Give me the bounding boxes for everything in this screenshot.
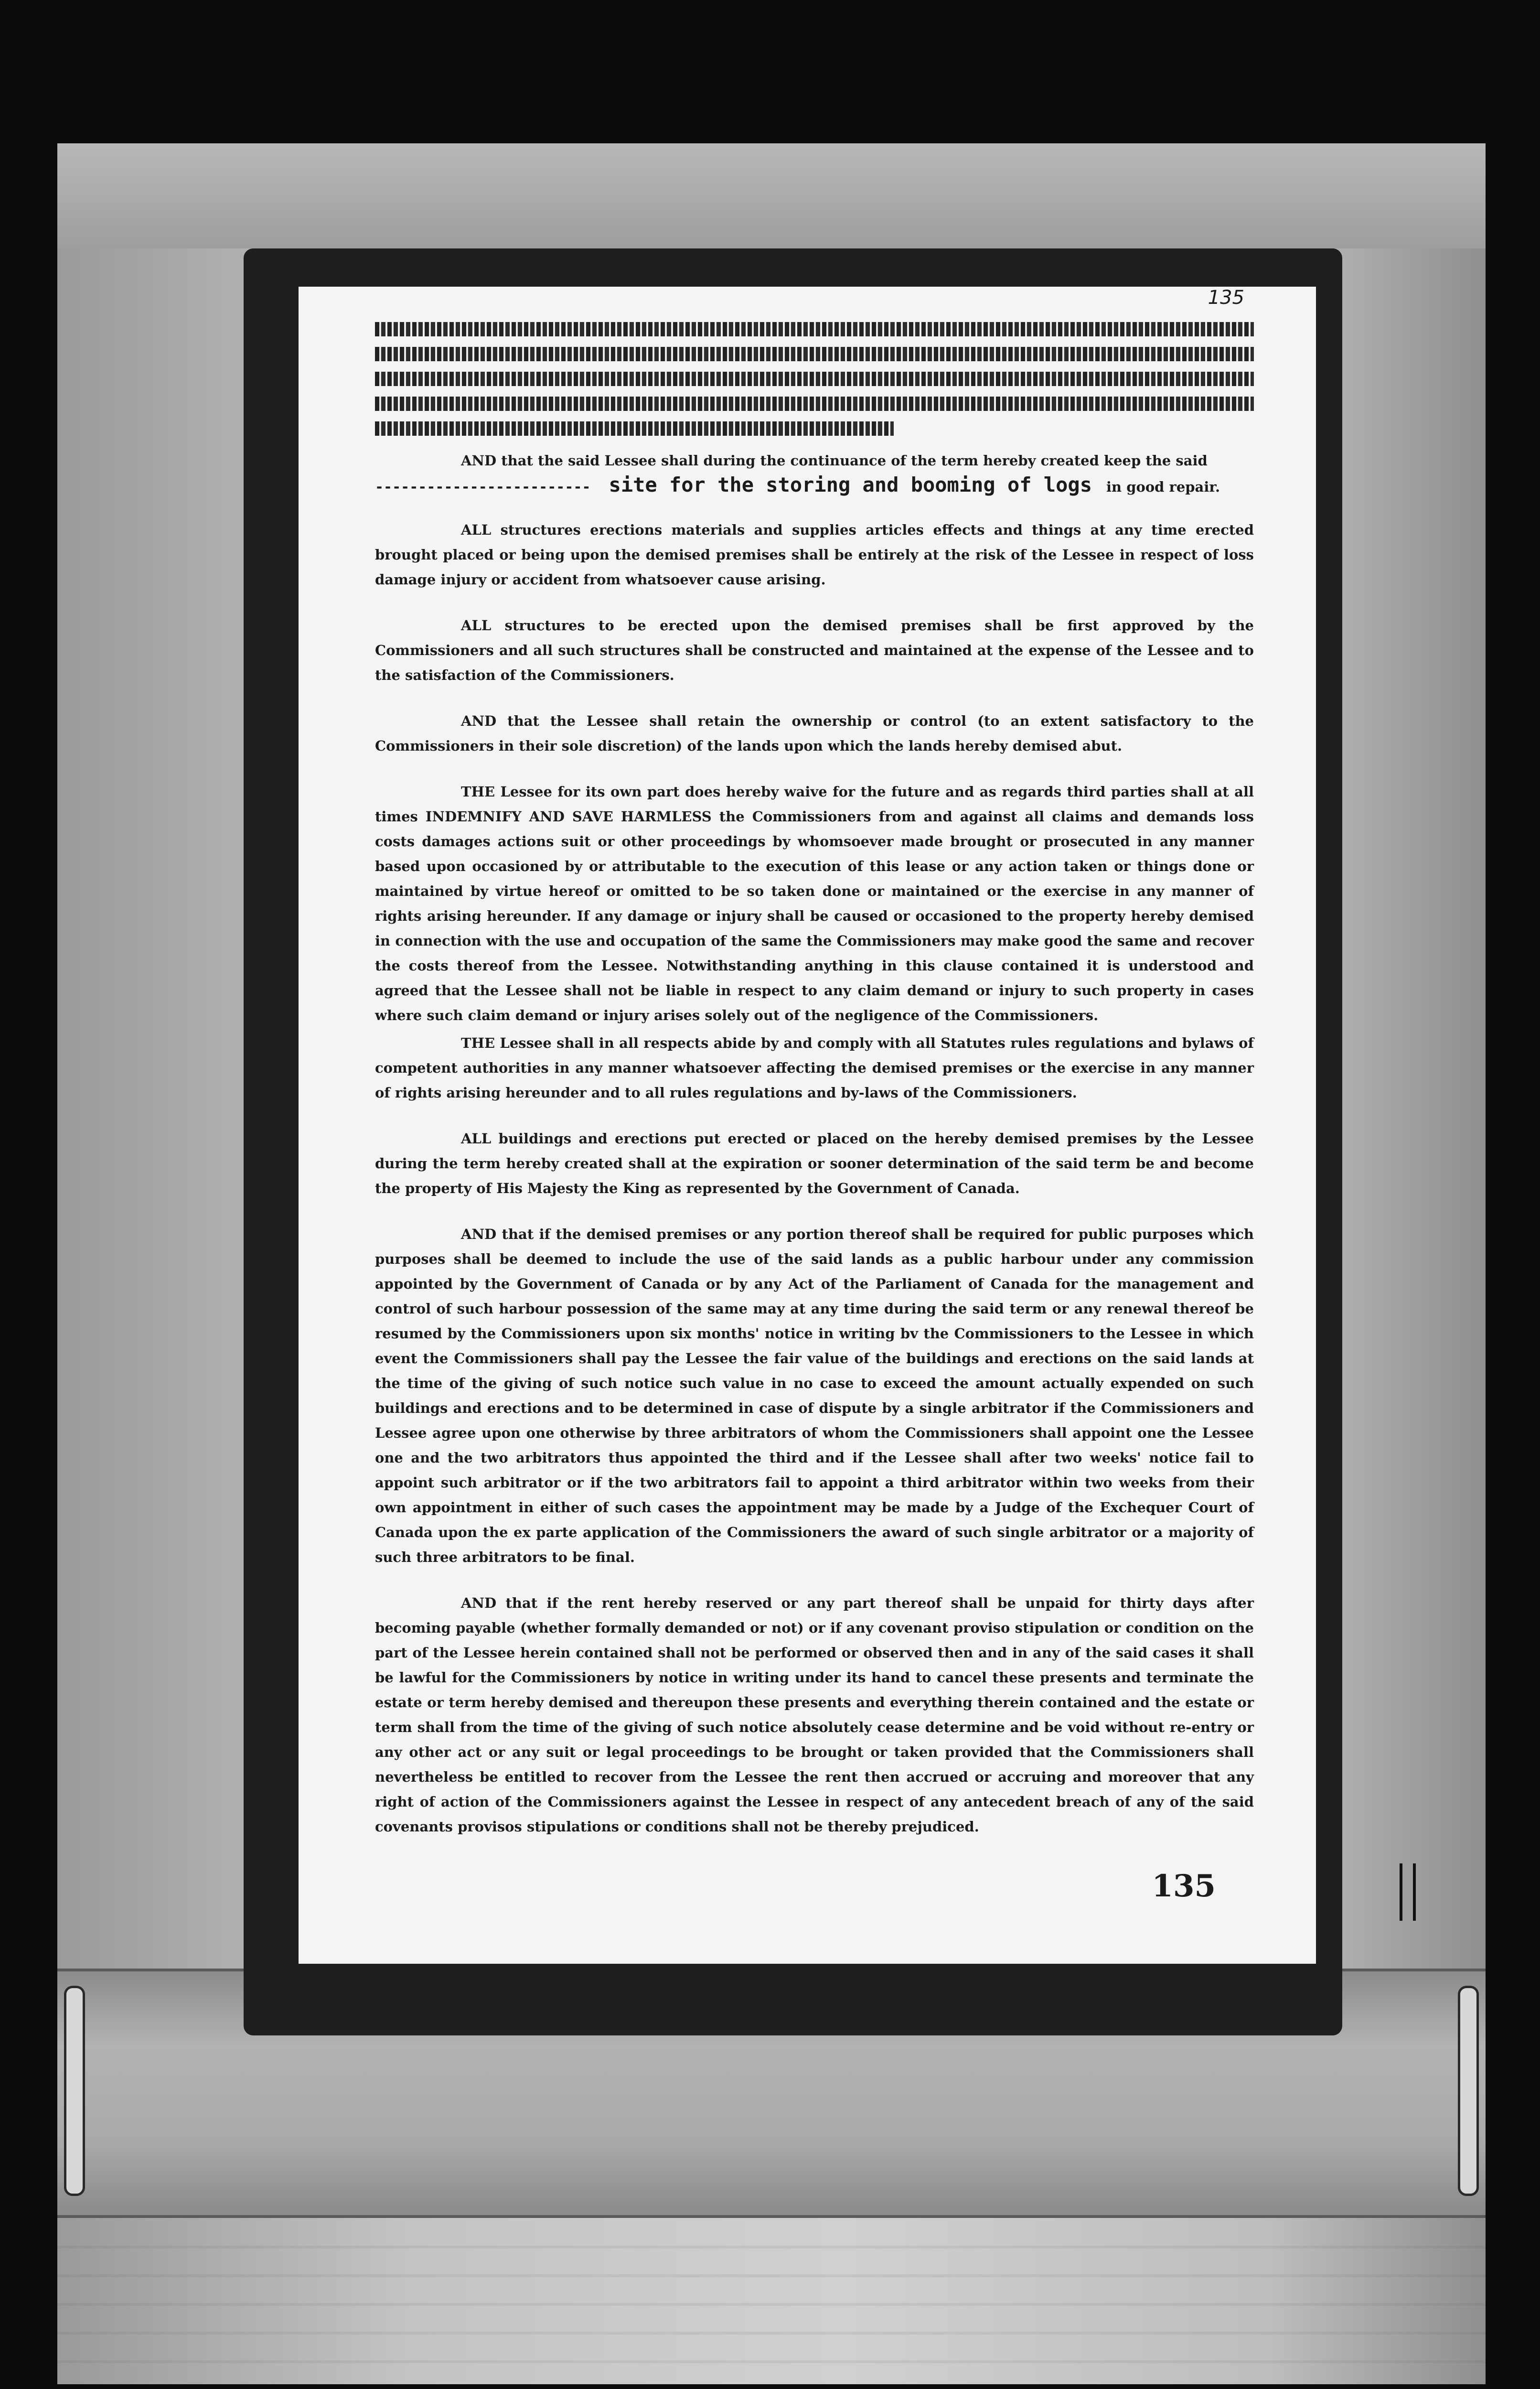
paragraph-keep-repair: AND that the said Lessee shall during the continuance of the term hereby created keep the said <box>461 452 1208 469</box>
repair-text: in good repair. <box>1106 479 1220 495</box>
redacted-line <box>375 322 1254 336</box>
paragraph-risk: ALL structures erections materials and supplies articles effects and things at any time erected brought placed or being upon the demised premises shall be entirely at the risk of the Lessee in respect of loss damage injury or accident from whatsoever cause arising. <box>375 522 1254 588</box>
paragraph-statutes: THE Lessee shall in all respects abide by and comply with all Statutes rules regulations and bylaws of competent authorities in any manner whatsoever affecting the demised premises or the exercise in any manner of rights arising hereunder and to all rules regulations and by-laws of the Commissioners. <box>375 1035 1254 1101</box>
redacted-line <box>375 421 894 436</box>
keep-repair-line <box>375 473 1254 496</box>
blank-dashes: ------------------------- <box>375 479 591 495</box>
redacted-line <box>375 372 1254 386</box>
band-right-clip <box>1458 1986 1479 2196</box>
paragraph-ownership: AND that the Lessee shall retain the ownership or control (to an extent satisfactory to the Commissioners in their sole discretion) of the lands upon which the lands hereby demised abut. <box>375 713 1254 754</box>
paragraph-structures: ALL structures to be erected upon the demised premises shall be first approved by the Commissioners and all such structures shall be constructed and maintained at the expense of the Lessee and to the satisfaction of the Commissioners. <box>375 617 1254 683</box>
paragraph-indemnify: THE Lessee for its own part does hereby waive for the future and as regards third parties shall at all times INDEMNIFY AND SAVE HARMLESS the Commissioners from and against all claims and demands loss costs damages actions suit or other proceedings by whomsoever made brought or prosecuted in any manner based upon occasioned by or attributable to the execution of this lease or any action taken or things done or maintained by virtue hereof or omitted to be so taken done or maintained or the exercise in any manner of rights arising hereunder. If any damage or injury shall be caused or occasioned to the property hereby demised in connection with the use and occupation of the same the Commissioners may make good the same and recover the costs thereof from the Lessee. Notwithstanding anything in this clause contained it is understood and agreed that the Lessee shall not be liable in respect to any claim demand or injury to such property in cases where such claim demand or injury arises solely out of the negligence of the Commissioners. <box>375 784 1254 1023</box>
redacted-line <box>375 347 1254 361</box>
paragraph-buildings: ALL buildings and erections put erected or placed on the hereby demised premises by the Lessee during the term hereby created shall at the expiration or sooner determination of the said term be and become the property of His Majesty the King as represented by the Government of Canada. <box>375 1130 1254 1196</box>
handwritten-page-number: 135 <box>1208 287 1244 309</box>
frame-top-stripe <box>57 143 1486 248</box>
paragraph-rent-default: AND that if the rent hereby reserved or any part thereof shall be unpaid for thirty days after becoming payable (whether formally demanded or not) or if any covenant proviso stipulation or condition on the part of the Lessee herein contained shall not be performed or observed then and in any of the said cases it shall be lawful for the Commissioners by notice in writing under its hand to cancel these presents and terminate the estate or term hereby demised and thereupon these presents and everything therein contained and the estate or term shall from the time of the giving of such notice absolutely cease determine and be void without re-entry or any other act or any suit or legal proceedings to be brought or taken provided that the Commissioners shall nevertheless be entitled to recover from the Lessee the rent then accrued or accruing and moreover that any right of action of the Commissioners against the Lessee in respect of any antecedent breach of any of the said covenants provisos stipulations or conditions shall not be thereby prejudiced. <box>375 1595 1254 1835</box>
redacted-text-block <box>375 322 1254 436</box>
typed-insertion: site for the storing and booming of logs <box>609 473 1092 496</box>
ghost-text-region <box>57 2246 1486 2384</box>
document-page <box>299 287 1316 1964</box>
redacted-line <box>375 397 1254 411</box>
paragraph-public-purposes: AND that if the demised premises or any portion thereof shall be required for public purposes which purposes shall be deemed to include the use of the said lands as a public harbour under any commission appointed by the Government of Canada or by any Act of the Parliament of Canada for the management and control of such harbour possession of the same may at any time during the said term or any renewal thereof be resumed by the Commissioners upon six months' notice in writing bv the Commissioners to the Lessee in which event the Commissioners shall pay the Lessee the fair value of the buildings and erections on the said lands at the time of the giving of such notice such value in no case to exceed the amount actually expended on such buildings and erections and to be determined in case of dispute by a single arbitrator if the Commissioners and Lessee agree upon one otherwise by three arbitrators of whom the Commissioners shall appoint one the Lessee one and the two arbitrators thus appointed the third and if the Lessee shall after two weeks' notice fail to appoint such arbitrator or if the two arbitrators fail to appoint a third arbitrator within two weeks from their own appointment in either of such cases the appointment may be made by a Judge of the Exchequer Court of Canada upon the ex parte application of the Commissioners the award of such single arbitrator or a majority of such three arbitrators to be final. <box>375 1226 1254 1565</box>
frame-edge-mark <box>1400 1863 1416 1921</box>
band-left-clip <box>64 1986 85 2196</box>
page-number: 135 <box>1152 1868 1216 1904</box>
